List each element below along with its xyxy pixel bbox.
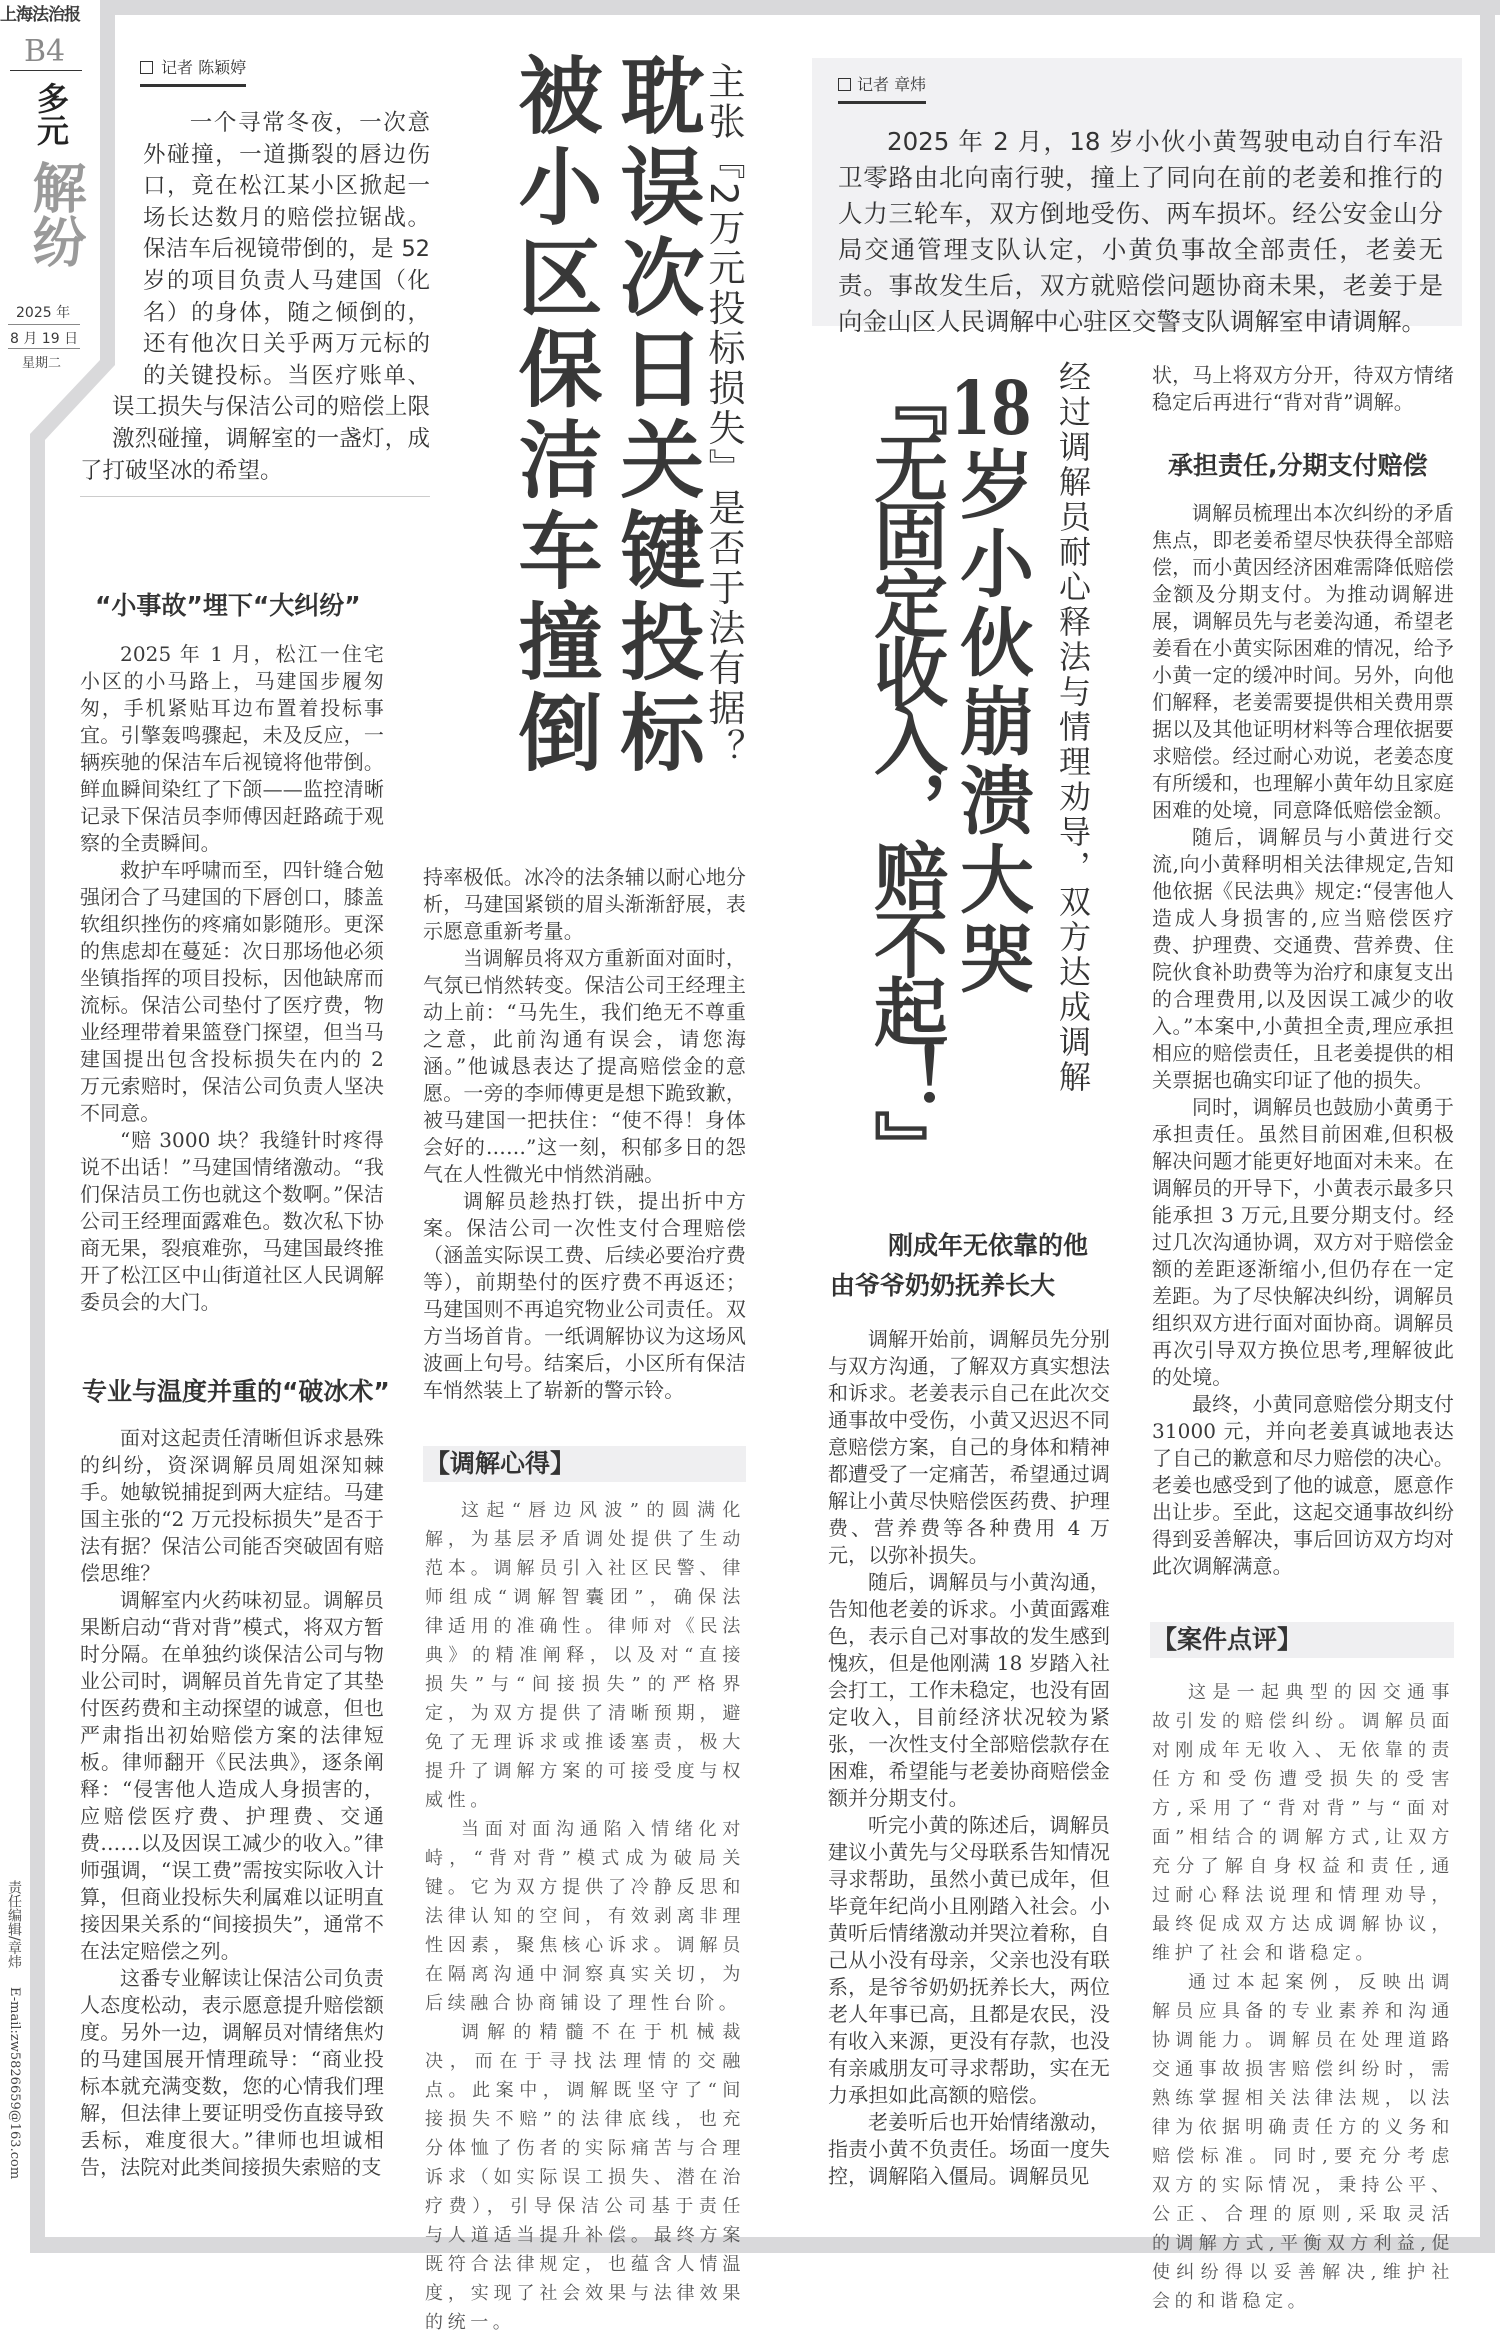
article1-column1-block2	[80, 1425, 384, 2181]
frame-top-band	[100, 0, 1500, 15]
paper-logo: 上海法治报	[0, 5, 80, 25]
divider	[8, 348, 80, 349]
article2-review	[1152, 1678, 1454, 2316]
paragraph: 调解室内火药味初显。调解员果断启动“背对背”模式，将双方暂时分隔。在单独约谈保洁公司与物业公司时，调解员首先肯定了其垫付医药费和主动探望的诚意，但也严肃指出初始赔偿方案的法律短板。律师翻开《民法典》，逐条阐释：“侵害他人造成人身损害的，应赔偿医疗费、护理费、交通费……以及因误工减少的收入。”律师强调，“误工费”需按实际收入计算，但商业投标失利属难以证明直接因果关系的“间接损失”，通常不在法定赔偿之列。	[80, 1588, 384, 1963]
paragraph: 通过本起案例，反映出调解员应具备的专业素养和沟通协调能力。调解员在处理道路交通事故损害赔偿纠纷时，需熟练掌握相关法律法规，以法律为依据明确责任方的义务和赔偿标准。同时,要充分考虑双方的实际情况，秉持公平、公正、合理的原则,采取灵活的调解方式,平衡双方利益,促使纠纷得以妥善解决,维护社会的和谐稳定。	[1152, 1972, 1454, 2312]
article1-headline-line1: 耽误次日关键投标	[607, 52, 706, 780]
section-title-bottom: 解纷	[24, 160, 88, 268]
article1-column1-block1	[80, 641, 384, 1316]
paragraph: 随后，调解员与小黄沟通，告知他老姜的诉求。小黄面露难色，表示自己对事故的发生感到愧疚，但是他刚满 18 岁踏入社会打工，工作未稳定，也没有固定收入，目前经济状况较为紧张，一次性支付全部赔偿款存在困难，希望能与老姜协商赔偿金额并分期支付。	[828, 1570, 1110, 1810]
square-icon	[838, 78, 851, 91]
paragraph: 这番专业解读让保洁公司负责人态度松动，表示愿意提升赔偿额度。另外一边，调解员对情绪焦灼的马建国展开情理疏导：“商业投标本就充满变数，您的心情我们理解，但法律上要证明受伤直接导致丢标，难度很大。”律师也坦诚相告，法院对此类间接损失索赔的支	[80, 1966, 384, 2179]
article2-subtitle: 经过调解员耐心释法与情理劝导，双方达成调解	[1054, 360, 1092, 1095]
paragraph: 调解的精髓不在于机械裁决，而在于寻找法理情的交融点。此案中，调解既坚守了“间接损失不赔”的法律底线，也充分体恤了伤者的实际痛苦与合理诉求（如实际误工损失、潜在治疗费），引导保洁公司基于责任与人道适当提升补偿。最终方案既符合法律规定，也蕴含人情温度，实现了社会效果与法律效果的统一。	[425, 2022, 745, 2333]
article1-subhead1: “小事故”埋下“大纠纷”	[95, 591, 361, 620]
article1-notes	[425, 1496, 745, 2337]
paragraph: 老姜听后也开始情绪激动，指责小黄不负责任。场面一度失控，调解陷入僵局。调解员见	[828, 2110, 1110, 2188]
divider	[8, 324, 80, 325]
byline-text: 记者 章炜	[857, 75, 927, 94]
paragraph: 这起“唇边风波”的圆满化解，为基层矛盾调处提供了生动范本。调解员引入社区民警、律师组成“调解智囊团”，确保法律适用的准确性。律师对《民法典》的精准阐释，以及对“直接损失”与“间接损失”的严格界定，为双方提供了清晰预期，避免了无理诉求或推诿塞责，极大提升了调解方案的可接受度与权威性。	[425, 1500, 745, 1811]
paragraph: 面对这起责任清晰但诉求悬殊的纠纷，资深调解员周姐深知棘手。她敏锐捕捉到两大症结。马建国主张的“2 万元投标损失”是否于法有据？保洁公司能否突破固有赔偿思维？	[80, 1426, 384, 1585]
article2-subhead1-line1: 刚成年无依靠的他	[888, 1231, 1089, 1260]
paragraph: 救护车呼啸而至，四针缝合勉强闭合了马建国的下唇创口，膝盖软组织挫伤的疼痛如影随形。更深的焦虑却在蔓延：次日那场他必须坐镇指挥的项目投标，因他缺席而流标。保洁公司垫付了医疗费，物业经理带着果篮登门探望，但当马建国提出包含投标损失在内的 2 万元索赔时，保洁公司负责人坚决不同意。	[80, 858, 384, 1125]
article2-column1	[828, 1326, 1110, 2190]
page-number: B4	[24, 34, 66, 69]
article1-kicker: 主张『2万元投标损失』是否于法有据？	[702, 62, 745, 769]
paragraph: 调解员梳理出本次纠纷的矛盾焦点，即老姜希望尽快获得全部赔偿，而小黄因经济困难需降低赔偿金额及分期支付。为推动调解进展，调解员先与老姜沟通，希望老姜看在小黄实际困难的情况，给予小黄一定的缓冲时间。另外，向他们解释，老姜需要提供相关费用票据以及其他证明材料等合理依据要求赔偿。经过耐心劝说，老姜态度有所缓和，也理解小黄年幼且家庭困难的处境，同意降低赔偿金额。	[1152, 501, 1454, 822]
paragraph: 同时，调解员也鼓励小黄勇于承担责任。虽然目前困难,但积极解决问题才能更好地面对未来。在调解员的开导下，小黄表示最多只能承担 3 万元,且要分期支付。经过几次沟通协调，双方对于赔偿金额的差距逐渐缩小,但仍存在一定差距。为了尽快解决纠纷，调解员组织双方进行面对面协商。调解员再次引导双方换位思考,理解彼此的处境。	[1152, 1095, 1454, 1389]
paragraph: 最终，小黄同意赔偿分期支付 31000 元，并向老姜真诚地表达了自己的歉意和尽力赔偿的决心。老姜也感受到了他的诚意，愿意作出让步。至此，这起交通事故纠纷得到妥善解决，事后回访双方均对此次调解满意。	[1152, 1392, 1454, 1578]
issue-weekday: 星期二	[22, 356, 62, 371]
section-title-top: 多元	[32, 82, 70, 146]
frame-right-band	[1480, 15, 1495, 2253]
issue-year: 2025 年	[16, 305, 71, 321]
article1-subhead2: 专业与温度并重的“破冰术”	[82, 1377, 390, 1406]
intro-wrap-shape	[80, 108, 143, 424]
paragraph: 这是一起典型的因交通事故引发的赔偿纠纷。调解员面对刚成年无收入、无依靠的责任方和受伤遭受损失的受害方,采用了“背对背”与“面对面”相结合的调解方式,让双方充分了解自身权益和责任,通过耐心释法说理和情理劝导，最终促成双方达成调解协议，维护了社会和谐稳定。	[1152, 1682, 1454, 1964]
article2-lead: 2025 年 2 月，18 岁小伙小黄驾驶电动自行车沿卫零路由北向南行驶，撞上了同向在前的老姜和推行的人力三轮车，双方倒地受伤、两车损坏。经公安金山分局交通管理支队认定，小黄负事故全部责任，老姜无责。事故发生后，双方就赔偿问题协商未果，老姜于是向金山区人民调解中心驻区交警支队调解室申请调解。	[838, 127, 1443, 336]
article2-subhead1-line2: 由爷爷奶奶抚养长大	[830, 1271, 1056, 1300]
paragraph-continuation: 状，马上将双方分开，待双方情绪稳定后再进行“背对背”调解。	[1152, 363, 1454, 414]
paragraph: 当面对面沟通陷入情绪化对峙，“背对背”模式成为破局关键。它为双方提供了冷静反思和法律认知的空间，有效剥离非理性因素，聚焦核心诉求。调解员在隔离沟通中洞察真实关切，为后续融合协商铺设了理性台阶。	[425, 1819, 745, 2014]
article1-byline	[140, 55, 246, 87]
paragraph: 调解员趁热打铁，提出折中方案。保洁公司一次性支付合理赔偿（涵盖实际误工费、后续必要治疗费等），前期垫付的医疗费不再返还；马建国则不再追究物业公司责任。双方当场首肯。一纸调解协议为这场风波画上句号。结案后，小区所有保洁车悄然装上了崭新的警示铃。	[423, 1189, 746, 1402]
paragraph: 2025 年 1 月，松江一住宅小区的小马路上，马建国步履匆匆，手机紧贴耳边布置着投标事宜。引擎轰鸣骤起，未及反应，一辆疾驰的保洁车后视镜将他带倒。鲜血瞬间染红了下颌——监控清晰记录下保洁员李师傅因赶路疏于观察的全责瞬间。	[80, 642, 384, 855]
divider	[10, 70, 82, 71]
paragraph: 听完小黄的陈述后，调解员建议小黄先与父母联系告知情况寻求帮助，虽然小黄已成年，但毕竟年纪尚小且刚踏入社会。小黄听后情绪激动并哭泣着称，自己从小没有母亲，父亲也没有联系，是爷爷奶奶抚养长大，两位老人年事已高，且都是农民，没有收入来源，更没有存款，也没有亲戚朋友可寻求帮助，实在无力承担如此高额的赔偿。	[828, 1813, 1110, 2107]
paragraph: “赔 3000 块？我缝针时疼得说不出话！”马建国情绪激动。“我们保洁员工伤也就这个数啊。”保洁公司王经理面露难色。数次私下协商无果，裂痕难弥，马建国最终推开了松江区中山街道社区人民调解委员会的大门。	[80, 1128, 384, 1314]
article2-subhead2: 承担责任,分期支付赔偿	[1168, 451, 1428, 480]
square-icon	[140, 61, 153, 74]
article2-review-heading: 【案件点评】	[1150, 1622, 1454, 1658]
article2-byline	[838, 72, 926, 104]
article1-intro	[80, 108, 430, 487]
headline-age: 18	[950, 372, 1032, 446]
editor-name: 责任编辑/章炜	[6, 1880, 22, 1969]
editor-credit	[4, 1880, 24, 2179]
article1-notes-heading: 【调解心得】	[423, 1446, 746, 1482]
paragraph: 当调解员将双方重新面对面时，气氛已悄然转变。保洁公司王经理主动上前：“马先生，我们绝无不尊重之意，此前沟通有误会，请您海涵。”他诚恳表达了提高赔偿金的意愿。一旁的李师傅更是想下跪致歉，被马建国一把扶住：“使不得！身体会好的……”这一刻，积郁多日的怨气在人性微光中悄然消融。	[423, 946, 746, 1186]
article2-column2	[1152, 500, 1454, 1580]
intro-text: 一个寻常冬夜，一次意外碰撞，一道撕裂的唇边伤口，竟在松江某小区掀起一场长达数月的赔偿拉锯战。保洁车后视镜带倒的，是 52 岁的项目负责人马建国（化名）的身体，随之倾倒的，还有他次日关乎两万元标的的关键投标。当医疗账单、误工损失与保洁公司的赔偿上限激烈碰撞，调解室的一盏灯，成了打破坚冰的希望。	[80, 110, 430, 484]
headline-text: 岁小伙崩溃大哭	[948, 446, 1034, 999]
byline-text: 记者 陈颖婷	[161, 58, 247, 77]
issue-date: 8 月 19 日	[10, 331, 79, 347]
article1-column2	[423, 864, 746, 1404]
editor-email: E-mail:zw5826659@163.com	[7, 1987, 22, 2180]
paragraph: 调解开始前，调解员先分别与双方沟通，了解双方真实想法和诉求。老姜表示自己在此次交通事故中受伤，小黄又迟迟不同意赔偿方案，自己的身体和精神都遭受了一定痛苦，希望通过调解让小黄尽快赔偿医药费、护理费、营养费等各种费用 4 万元，以弥补损失。	[828, 1327, 1110, 1567]
paragraph-continuation: 持率极低。冰冷的法条辅以耐心地分析，马建国紧锁的眉头渐渐舒展，表示愿意重新考量。	[423, 865, 746, 943]
article2-column2-top	[1152, 362, 1454, 416]
article2-headline-line2: 『无固定收入，赔不起！』	[862, 362, 948, 1178]
article2-lead-box	[812, 58, 1462, 336]
article1-headline-line2: 被小区保洁车撞倒	[505, 52, 604, 780]
paragraph: 随后，调解员与小黄进行交流,向小黄释明相关法律规定,告知他依据《民法典》规定:“侵害他人造成人身损害的,应当赔偿医疗费、护理费、交通费、营养费、住院伙食补助费等为治疗和康复支出的合理费用,以及因误工减少的收入。”本案中,小黄担全责,理应承担相应的赔偿责任，且老姜提供的相关票据也确实印证了他的损失。	[1152, 825, 1454, 1092]
divider	[80, 496, 430, 497]
